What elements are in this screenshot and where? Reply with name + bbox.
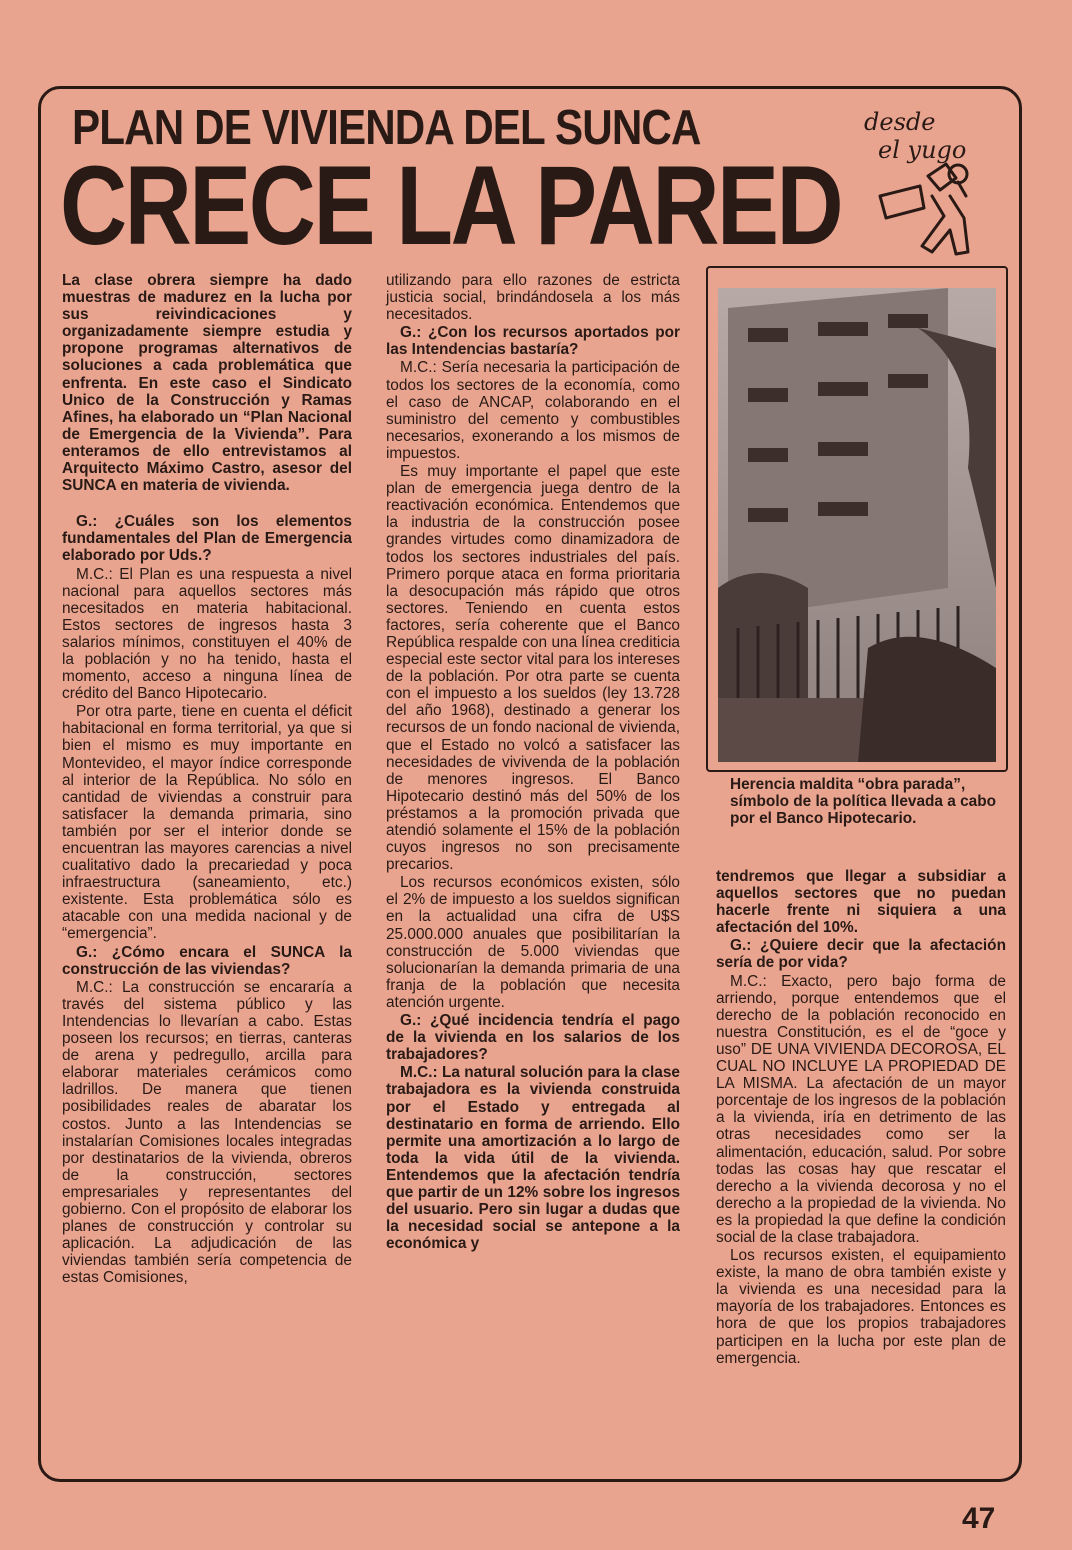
photo-caption: Herencia maldita “obra parada”, símbolo de la política llevada a cabo por el Banco Hipotecario. [730, 776, 996, 828]
body-paragraph: Es muy importante el papel que este plan de emergencia juega dentro de la reactivación económica. Entendemos que la industria de la construcción posee grandes virtudes como dinamizadora de todos los sectores industriales del país. Primero porque ataca en forma prioritaria la desocupación más rápido que otros sectores. Teniendo en cuenta estos factores, sería coherente que el Banco República respalde con una línea crediticia especial este sector vital para los intereses de la población. Por otra parte se cuenta con el impuesto a los sueldos (ley 13.728 del año 1968), destinado a generar los recursos de un fondo nacional de vivienda, que el Estado no volcó a satisfacer las necesidades de vivivenda de la población de menores ingresos. El Banco Hipotecario destinó más del 50% de los préstamos a la promoción privada que atendió solamente el 15% de la población cuyos ingresos no son precisamente precarios. [386, 463, 680, 874]
question-paragraph: G.: ¿Con los recursos aportados por las Intendencias bastaría? [386, 324, 680, 359]
body-paragraph: Los recursos existen, el equipamiento existe, la mano de obra también existe y la vivienda es una necesidad para la mayoría de los trabajadores. Entonces es hora de que los propios trabajadores participen en la lucha por este plan de emergencia. [716, 1247, 1006, 1367]
desde-el-yugo-logo [858, 96, 1008, 266]
article-column-2 [386, 272, 680, 1253]
article-kicker: PLAN DE VIVIENDA DEL SUNCA [72, 101, 701, 155]
body-paragraph: tendremos que llegar a subsidiar a aquellos sectores que no puedan hacerle frente ni siquiera a una afectación del 10%. [716, 868, 1006, 937]
answer-paragraph: M.C.: El Plan es una respuesta a nivel nacional para aquellos sectores más necesitados en materia habitacional. Estos sectores de ingresos hasta 3 salarios mínimos, constituyen el 40% de la población y no ha tenido, hasta el momento, acceso a ninguna línea de crédito del Banco Hipotecario. [62, 565, 352, 703]
body-paragraph: utilizando para ello razones de estricta justicia social, brindándosela a los más necesitados. [386, 272, 680, 324]
article-column-3 [716, 868, 1006, 1368]
page-number: 47 [962, 1502, 996, 1535]
article-headline: CRECE LA PARED [60, 143, 842, 268]
answer-paragraph: M.C.: La natural solución para la clase trabajadora es la vivienda construida por el Estado y entregada al destinatario en forma de arriendo. Ello permite una amortización a lo largo de toda la vida útil de la vivienda. Entendemos que la afectación tendría que partir de un 12% sobre los ingresos del usuario. Pero sin lugar a dudas que la necesidad social se antepone a la económica y [386, 1064, 680, 1253]
question-paragraph: G.: ¿Quiere decir que la afectación sería de por vida? [716, 937, 1006, 972]
logo-text-desde: desde [864, 108, 936, 136]
answer-paragraph: M.C.: Sería necesaria la participación de todos los sectores de la economía, como el caso de ANCAP, colaborando en el suministro del cemento y combustibles necesarios, exonerando a los mismos de impuestos. [386, 359, 680, 462]
body-paragraph: Por otra parte, tiene en cuenta el déficit habitacional en forma territorial, ya que si bien el mismo es muy importante en Montevideo, el mayor índice corresponde al interior de la República. No sólo en cantidad de viviendas a construir para satisfacer la demanda primaria, sino también por ser el interior donde se encuentran las mayores carencias a nivel cualitativo dado la precariedad y poca infraestructura (saneamiento, etc.) existente. Esta problemática sólo es atacable con una medida nacional y de “emergencia”. [62, 703, 352, 943]
answer-paragraph: M.C.: La construcción se encararía a través del sistema público y las Intendencias lo llevarían a cabo. Estas poseen los recursos; en tierras, canteras de arena y pedregullo, arcilla para elaborar materiales cerámicos como ladrillos. De manera que tienen posibilidades reales de abaratar los costos. Junto a las Intendencias se instalarían Comisiones locales integradas por destinatarios de la vivienda, obreros de la construcción, sectores empresariales y representantes del gobierno. Con el propósito de elaborar los planes de construcción y controlar su aplicación. La adjudicación de las viviendas también sería competencia de estas Comisiones, [62, 978, 352, 1287]
article-column-1 [62, 272, 352, 1287]
question-paragraph: G.: ¿Cuáles son los elementos fundamentales del Plan de Emergencia elaborado por Uds.? [62, 513, 352, 565]
question-paragraph: G.: ¿Cómo encara el SUNCA la construcción de las viviendas? [62, 943, 352, 978]
intro-paragraph: La clase obrera siempre ha dado muestras de madurez en la lucha por sus reivindicaciones y organizadamente siempre estudia y propone programas alternativos de soluciones a cada problemática que enfrenta. En este caso el Sindicato Unico de la Construcción y Ramas Afines, ha elaborado un “Plan Nacional de Emergencia de la Vivienda”. Para enteramos de ello entrevistamos al Arquitecto Máximo Castro, asesor del SUNCA en materia de vivienda. [62, 272, 352, 495]
body-paragraph: Los recursos económicos existen, sólo el 2% de impuesto a los sueldos significan en la actualidad una cifra de U$S 25.000.000 anuales que posibilitarían la construcción de 5.000 viviendas que solucionarían la demanda primaria de una franja de la población que necesita atención urgente. [386, 874, 680, 1011]
logo-text-yugo: el yugo [878, 136, 967, 164]
answer-paragraph: M.C.: Exacto, pero bajo forma de arriendo, porque entendemos que el derecho de la población reconocido en nuestra Constitución, es el de “goce y uso” DE UNA VIVIENDA DECOROSA, EL CUAL NO INCLUYE LA PROPIEDAD DE LA MISMA. La afectación de un mayor porcentaje de los ingresos de la población a la vivienda, iría en detrimento de las otras necesidades como ser la alimentación, educación, salud. Por sobre todas las cosas hay que rescatar el derecho a la vivienda decorosa y no el derecho a la propiedad de la vivienda. No es la propiedad la que define la condición social de la clase trabajadora. [716, 972, 1006, 1246]
unfinished-building-photo [718, 288, 996, 762]
question-paragraph: G.: ¿Qué incidencia tendría el pago de la vivienda en los salarios de los trabajadores? [386, 1012, 680, 1064]
